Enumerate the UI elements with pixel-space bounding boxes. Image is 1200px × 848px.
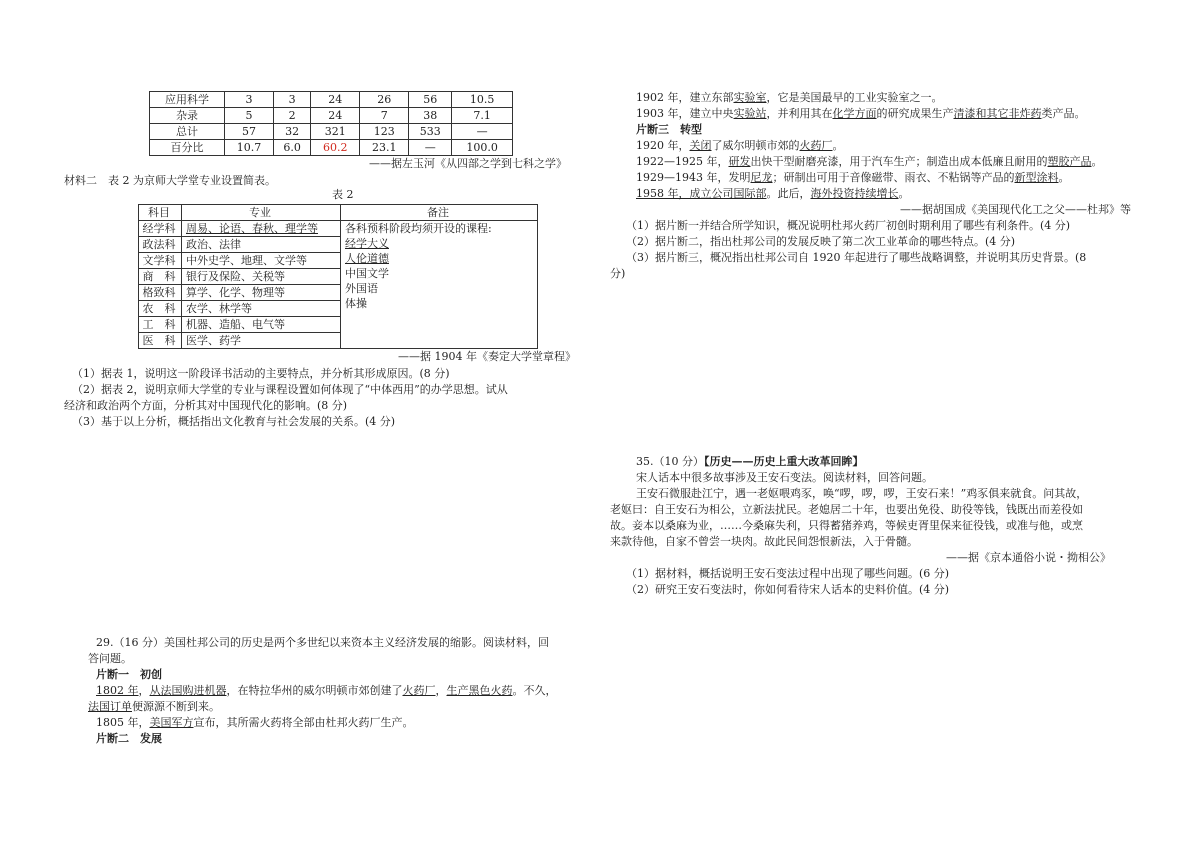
chemistry: 化学方面: [832, 107, 877, 120]
us-military: 美国军方: [149, 716, 194, 729]
table-cell: 10.7: [225, 140, 274, 156]
table1-source: ——据左玉河《从四部之学到七科之学》: [369, 157, 567, 170]
q35-para-line2: 老妪曰：自王安石为相公，立新法扰民。老媳居二十年，也要出免役、助役等钱，钱既出而差役如: [610, 503, 1083, 516]
text-segment: 1929—1943 年，发明: [636, 171, 751, 184]
international-dept: 1958 年，成立公司国际部: [636, 187, 767, 200]
major-cell: 农学、林学等: [182, 301, 341, 317]
table-row: [139, 221, 538, 237]
question-2-line2: 经济和政治两个方面，分析其对中国现代化的影响。(8 分): [64, 399, 348, 412]
q35-heading: [636, 455, 864, 469]
text-segment: 。: [1091, 155, 1103, 168]
q29-intro-line1: 29.（16 分）美国杜邦公司的历史是两个多世纪以来资本主义经济发展的缩影。阅读材料，回: [96, 636, 549, 649]
overseas-investment: 海外投资持续增长: [810, 187, 899, 200]
table-cell: 5: [225, 108, 274, 124]
subject-cell: 商 科: [139, 269, 182, 285]
table-cell: 56: [409, 92, 452, 108]
table-cell: 7.1: [452, 108, 513, 124]
question-3: （3）基于以上分析，概括指出文化教育与社会发展的关系。(4 分): [72, 415, 396, 428]
table-row: [150, 140, 513, 156]
major-cell: 周易、论语、春秋、理学等: [182, 221, 341, 237]
table2-header-note: 备注: [341, 205, 538, 221]
note-cell: [341, 221, 538, 349]
imported-machines: 从法国购进机器: [149, 684, 227, 697]
table-cell: 60.2: [311, 140, 360, 156]
line-1920: [636, 139, 844, 153]
dupont-question-3-line1: （3）据片断三，概况指出杜邦公司自 1920 年起进行了哪些战略调整，并说明其历史背景。(8: [626, 251, 1087, 264]
table-cell: 3: [273, 92, 310, 108]
fragment1-line1: [96, 684, 557, 698]
text-segment: 1902 年，建立东部: [636, 91, 734, 104]
table-cell: 533: [409, 124, 452, 140]
q35-topic: 【历史——历史上重大改革回眸】: [704, 455, 864, 468]
table-cell: 7: [360, 108, 409, 124]
subject-cell: 文学科: [139, 253, 182, 269]
text-segment: 类产品。: [1041, 107, 1086, 120]
table-cell: 10.5: [452, 92, 513, 108]
q35-intro: 宋人话本中很多故事涉及王安石变法。阅读材料，回答问题。: [636, 471, 933, 484]
varnish-products: 清漆和其它非炸药: [953, 107, 1042, 120]
year-1805: 1805 年，: [96, 716, 150, 729]
dupont-question-3-line2: 分): [610, 267, 626, 280]
subject-cell: 工 科: [139, 317, 182, 333]
text-segment: 1903 年，建立中央: [636, 107, 734, 120]
line-1929: [636, 171, 1070, 185]
note-line: 中国文学: [345, 267, 389, 280]
text-segment: 。此后，: [766, 187, 811, 200]
year-1802: 1802 年: [96, 684, 139, 697]
major-cell: 医学、药学: [182, 333, 341, 349]
dupont-question-2: （2）据片断二，指出杜邦公司的发展反映了第二次工业革命的哪些特点。(4 分): [626, 235, 1016, 248]
table-cell: 123: [360, 124, 409, 140]
text-segment: 。: [1058, 171, 1070, 184]
note-line: 外国语: [345, 282, 378, 295]
curriculum-table: [138, 204, 538, 349]
table-cell: 3: [225, 92, 274, 108]
table-cell: 100.0: [452, 140, 513, 156]
q29-intro-line2: 答问题。: [88, 652, 132, 665]
text-segment: 。: [898, 187, 910, 200]
text-segment: 1920 年，: [636, 139, 690, 152]
subject-cell: 农 科: [139, 301, 182, 317]
text-segment: ，在特拉华州的威尔明顿市郊创建了: [226, 684, 403, 697]
research: 研发: [728, 155, 751, 168]
line-1922: [636, 155, 1103, 169]
table-cell: 2: [273, 108, 310, 124]
q35-para-line1: 王安石微服赴江宁，遇一老妪喂鸡豕，唤“啰，啰，啰，王安石来！”鸡豕俱来就食。问其故，: [636, 487, 1088, 500]
text-comma: ，: [435, 684, 447, 697]
q35-para-line3: 故。妾本以桑麻为业，……今桑麻失利，只得蓄猪养鸡，等候吏胥里保来征役钱，或准与他，或烹: [610, 519, 1083, 532]
major-cell: 机器、造船、电气等: [182, 317, 341, 333]
black-powder: 生产黑色火药: [446, 684, 513, 697]
table2-header-major: 专业: [182, 205, 341, 221]
text-segment: ，并利用其在: [766, 107, 833, 120]
text-segment: 便源源不断到来。: [132, 700, 220, 713]
question-2-line1: （2）据表 2，说明京师大学堂的专业与课程设置如何体现了“中体西用”的办学思想。试从: [72, 383, 508, 396]
q35-question-1: （1）据材料，概括说明王安石变法过程中出现了哪些问题。(6 分): [626, 567, 950, 580]
table2-title: 表 2: [332, 188, 354, 201]
fragment2-title: 片断二 发展: [96, 732, 162, 745]
table-cell: 32: [273, 124, 310, 140]
q35-number: 35.（10 分）: [636, 455, 704, 468]
table-cell: 6.0: [273, 140, 310, 156]
table-cell: 23.1: [360, 140, 409, 156]
note-line: 各科预科阶段均须开设的课程:: [345, 222, 492, 235]
subject-cell: 格致科: [139, 285, 182, 301]
note-line: 人伦道德: [345, 252, 389, 265]
experiment-station: 实验站: [733, 107, 767, 120]
note-line: 经学大义: [345, 237, 389, 250]
table-cell: 321: [311, 124, 360, 140]
text-segment: ，它是美国最早的工业实验室之一。: [766, 91, 943, 104]
table-cell: —: [452, 124, 513, 140]
table-cell: 38: [409, 108, 452, 124]
question-1: （1）据表 1，说明这一阶段译书活动的主要特点，并分析其形成原因。(8 分): [72, 367, 450, 380]
major-cell: 银行及保险、关税等: [182, 269, 341, 285]
line-1903: [636, 107, 1086, 121]
table-cell: 24: [311, 92, 360, 108]
line-1902: [636, 91, 943, 105]
subject-cell: 政法科: [139, 237, 182, 253]
major-cell: 中外史学、地理、文学等: [182, 253, 341, 269]
text-segment: 宣布，其所需火药将全部由杜邦火药厂生产。: [193, 716, 414, 729]
text-segment: 了威尔明顿市郊的: [711, 139, 800, 152]
subject-cell: 医 科: [139, 333, 182, 349]
text-segment: ；研制出可用于音像磁带、雨衣、不粘锅等产品的: [772, 171, 1015, 184]
table2-header-subject: 科目: [139, 205, 182, 221]
table-cell: 应用科学: [150, 92, 225, 108]
table-row: [150, 124, 513, 140]
text-segment: 。不久，: [512, 684, 557, 697]
material2-intro: 材料二 表 2 为京师大学堂专业设置简表。: [64, 174, 276, 187]
table-cell: 百分比: [150, 140, 225, 156]
translation-stats-table: [149, 91, 513, 156]
major-cell: 算学、化学、物理等: [182, 285, 341, 301]
q35-source: ——据《京本通俗小说・拗相公》: [946, 551, 1111, 564]
table-cell: 杂录: [150, 108, 225, 124]
text-segment: 出快干型耐磨亮漆，用于汽车生产；制造出成本低廉且耐用的: [750, 155, 1048, 168]
text-segment: 1922—1925 年，: [636, 155, 729, 168]
dupont-question-1: （1）据片断一并结合所学知识，概况说明杜邦火药厂初创时期利用了哪些有利条件。(4 分): [626, 219, 1071, 232]
table2-source: ——据 1904 年《奏定大学堂章程》: [398, 350, 576, 363]
q35-question-2: （2）研究王安石变法时，你如何看待宋人话本的史料价值。(4 分): [626, 583, 950, 596]
major-cell: 政治、法律: [182, 237, 341, 253]
text-segment: 的研究成果生产: [876, 107, 954, 120]
powder-mill: 火药厂: [799, 139, 833, 152]
fragment1-line2: [88, 700, 220, 714]
closed: 关闭: [689, 139, 712, 152]
laboratory: 实验室: [733, 91, 767, 104]
subject-cell: 经学科: [139, 221, 182, 237]
table-row: [150, 108, 513, 124]
note-line: 体操: [345, 297, 367, 310]
fragment1-line3: [96, 716, 414, 730]
plastic-products: 塑胶产品: [1047, 155, 1092, 168]
new-coatings: 新型涂料: [1014, 171, 1059, 184]
text-segment: 。: [832, 139, 844, 152]
table-cell: 57: [225, 124, 274, 140]
fragment1-title: 片断一 初创: [96, 668, 162, 681]
line-1958: [636, 187, 910, 201]
text-comma: ，: [138, 684, 150, 697]
french-orders: 法国订单: [88, 700, 132, 713]
table-cell: 24: [311, 108, 360, 124]
table-row: [150, 92, 513, 108]
q35-para-line4: 来款待他，自家不曾尝一块肉。故此民间怨恨新法，入于骨髓。: [610, 535, 918, 548]
dupont-source: ——据胡国成《美国现代化工之父——杜邦》等: [900, 203, 1131, 216]
nylon: 尼龙: [750, 171, 773, 184]
table-cell: —: [409, 140, 452, 156]
table-cell: 总计: [150, 124, 225, 140]
powder-mill: 火药厂: [402, 684, 436, 697]
fragment3-title: 片断三 转型: [636, 123, 702, 136]
table-cell: 26: [360, 92, 409, 108]
